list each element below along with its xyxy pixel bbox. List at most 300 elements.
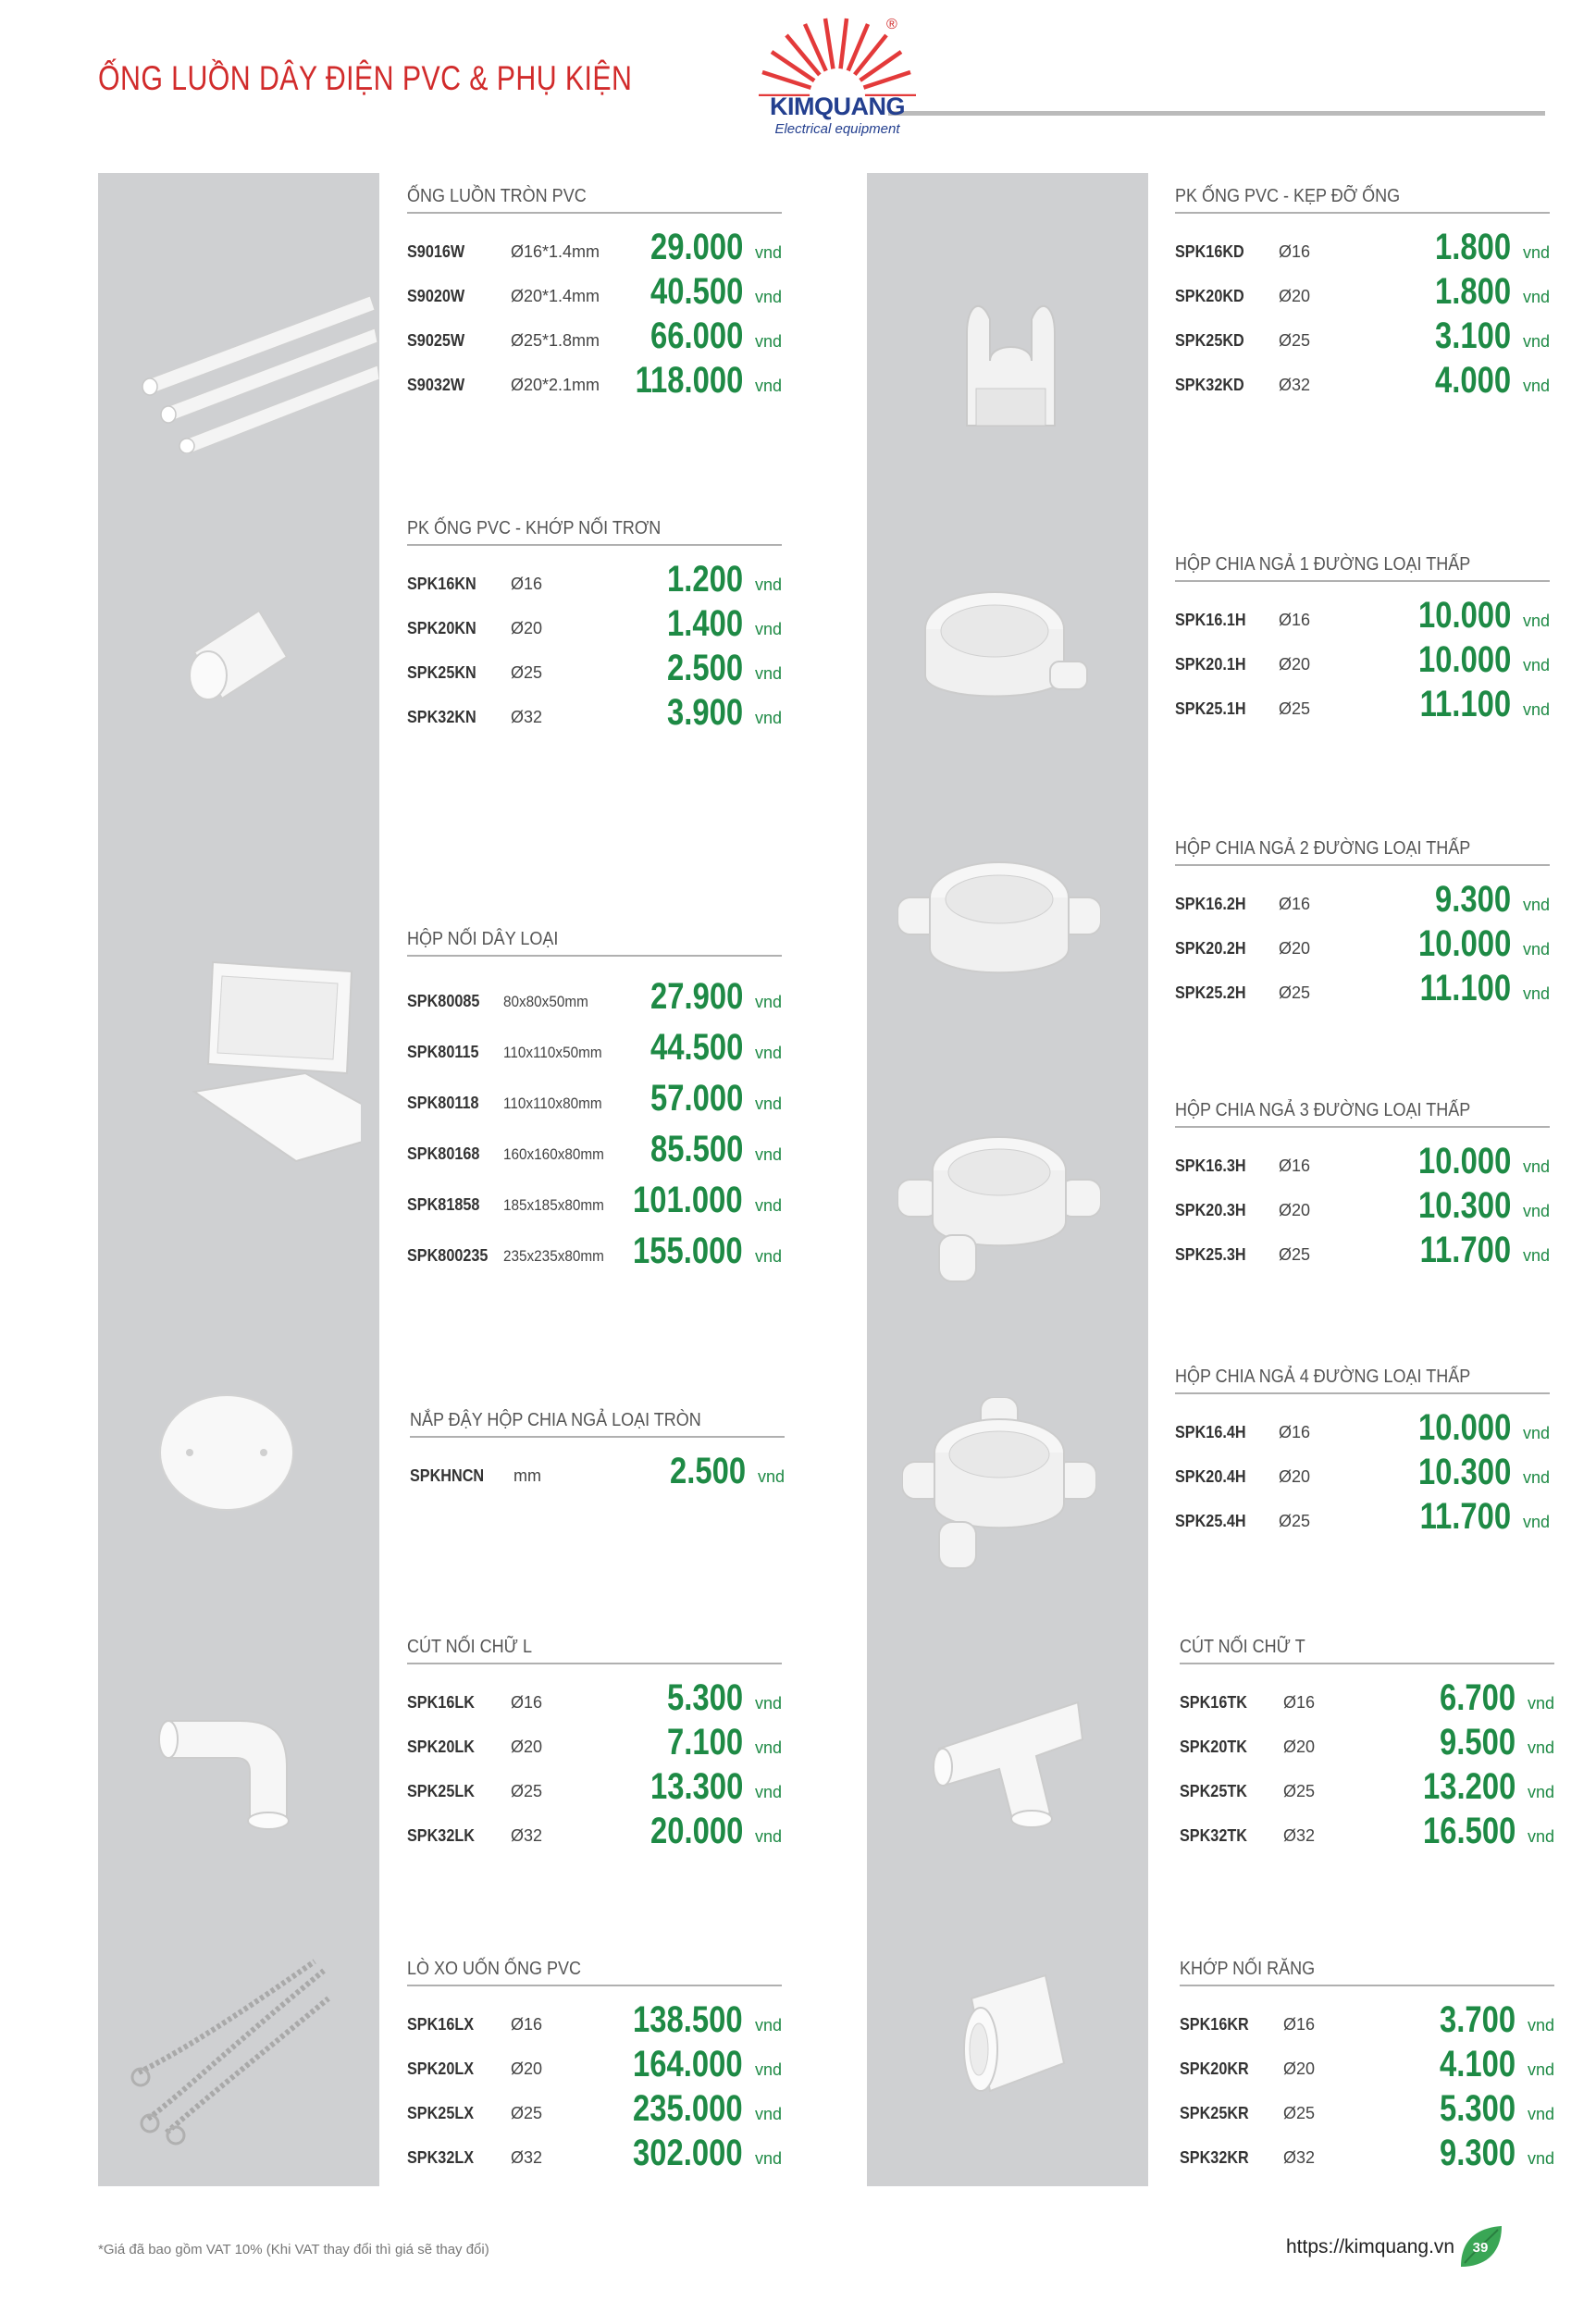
product-code: SPK20.2H <box>1175 939 1246 958</box>
product-code: SPK20.4H <box>1175 1467 1246 1486</box>
price-row <box>1180 1676 1554 1720</box>
product-spec: Ø32 <box>511 2148 543 2167</box>
price-list <box>410 1449 785 1493</box>
product-spec: Ø25 <box>1279 699 1311 718</box>
product-code: SPK20KR <box>1180 2059 1249 2078</box>
product-code: SPK32TK <box>1180 1826 1247 1845</box>
product-spec: Ø16 <box>1283 2015 1316 2034</box>
product-price: 5.300 <box>666 1677 743 1718</box>
price-row <box>407 968 782 1019</box>
price-list <box>1175 225 1550 402</box>
product-code: SPK25KR <box>1180 2104 1249 2122</box>
registered-mark: ® <box>886 17 897 32</box>
price-row <box>1175 637 1550 682</box>
product-spec: Ø20 <box>511 619 543 637</box>
currency-unit: vnd <box>754 1827 782 1846</box>
product-spec: Ø25 <box>1283 2104 1316 2122</box>
brand-name: KIMQUANG <box>770 93 905 120</box>
price-list <box>407 1676 782 1853</box>
product-spec: Ø20*1.4mm <box>511 287 600 305</box>
currency-unit: vnd <box>754 332 782 351</box>
currency-unit: vnd <box>1522 1468 1550 1487</box>
section-title: LÒ XO UỐN ỐNG PVC <box>407 1959 582 1979</box>
junction-box-1-way-image <box>911 574 1096 722</box>
sunburst-logo-icon <box>749 17 925 100</box>
coupling-image <box>176 601 296 703</box>
price-row <box>1175 1494 1550 1539</box>
product-price: 44.500 <box>650 1027 743 1068</box>
product-code: SPK20LK <box>407 1738 475 1756</box>
product-code: SPK25LX <box>407 2104 475 2122</box>
product-code: S9032W <box>407 376 465 394</box>
product-code: SPK16.3H <box>1175 1156 1246 1175</box>
section-title: CÚT NỐI CHỮ T <box>1180 1637 1305 1657</box>
elbow-l-image <box>157 1702 324 1832</box>
product-code: SPK16.2H <box>1175 895 1246 913</box>
product-price: 10.000 <box>1417 1407 1511 1448</box>
product-code: SPK20TK <box>1180 1738 1247 1756</box>
price-row <box>1175 269 1550 314</box>
product-spec: Ø16 <box>1279 1156 1311 1175</box>
product-code: SPK25TK <box>1180 1782 1247 1800</box>
product-code: SPK32KN <box>407 708 476 726</box>
section-hop-chia-2 <box>1175 835 1550 1010</box>
product-price: 66.000 <box>650 315 743 356</box>
product-spec: Ø25 <box>1279 983 1311 1002</box>
product-price: 101.000 <box>633 1180 743 1220</box>
price-row <box>1175 314 1550 358</box>
section-lo-xo <box>407 1955 782 2175</box>
product-code: SPK25KN <box>407 663 476 682</box>
product-price: 2.500 <box>666 648 743 688</box>
product-spec: Ø16 <box>1279 611 1311 629</box>
currency-unit: vnd <box>754 1694 782 1713</box>
currency-unit: vnd <box>1522 940 1550 959</box>
price-row <box>1180 1809 1554 1853</box>
product-code: SPK32KR <box>1180 2148 1249 2167</box>
price-row <box>407 1676 782 1720</box>
product-price: 6.700 <box>1439 1677 1516 1718</box>
product-code: SPK16KR <box>1180 2015 1249 2034</box>
product-price: 16.500 <box>1422 1811 1516 1851</box>
product-code: SPK32LX <box>407 2148 475 2167</box>
product-price: 85.500 <box>650 1129 743 1169</box>
price-row <box>1175 1228 1550 1272</box>
currency-unit: vnd <box>757 1467 785 1486</box>
product-spec: Ø25*1.8mm <box>511 331 600 350</box>
section-hop-chia-1 <box>1175 550 1550 726</box>
section-rule <box>1175 1392 1550 1394</box>
price-row <box>1175 1183 1550 1228</box>
price-row <box>407 1998 782 2042</box>
currency-unit: vnd <box>1522 377 1550 395</box>
currency-unit: vnd <box>1522 896 1550 914</box>
product-spec: Ø20 <box>1279 939 1311 958</box>
currency-unit: vnd <box>1527 1783 1554 1801</box>
product-code: SPK25KD <box>1175 331 1244 350</box>
price-row <box>407 1809 782 1853</box>
vat-footnote: *Giá đã bao gồm VAT 10% (Khi VAT thay đổi thì giá sẽ thay đổi) <box>98 2242 489 2257</box>
currency-unit: vnd <box>754 1044 782 1062</box>
product-code: SPK25.3H <box>1175 1245 1246 1264</box>
product-spec: Ø20 <box>1279 287 1311 305</box>
price-row <box>407 1222 782 1273</box>
product-price: 302.000 <box>633 2133 743 2173</box>
brand-tagline: Electrical equipment <box>774 121 900 137</box>
currency-unit: vnd <box>754 377 782 395</box>
section-title: PK ỐNG PVC - KHỚP NỐI TRƠN <box>407 518 662 538</box>
junction-box-4-way-image <box>902 1397 1096 1573</box>
price-row <box>407 2042 782 2086</box>
product-spec: mm <box>513 1466 541 1485</box>
product-code: SPK25.2H <box>1175 983 1246 1002</box>
product-spec: Ø16 <box>1279 1423 1311 1441</box>
section-title: NẮP ĐẬY HỘP CHIA NGẢ LOẠI TRÒN <box>410 1410 701 1430</box>
product-spec: Ø20*2.1mm <box>511 376 600 394</box>
price-row <box>407 1019 782 1070</box>
section-rule <box>1175 580 1550 582</box>
tee-t-image <box>930 1693 1087 1832</box>
section-hop-chia-4 <box>1175 1363 1550 1539</box>
price-row <box>407 1720 782 1764</box>
product-price: 1.400 <box>666 603 743 644</box>
price-row <box>407 690 782 735</box>
section-rule <box>1180 1663 1554 1664</box>
price-row <box>1180 2086 1554 2131</box>
price-list <box>1175 1139 1550 1272</box>
section-rule <box>1175 212 1550 214</box>
product-spec: Ø32 <box>511 1826 543 1845</box>
price-row <box>1175 966 1550 1010</box>
price-row <box>407 314 782 358</box>
product-spec: Ø20 <box>1283 1738 1316 1756</box>
product-code: SPKHNCN <box>410 1466 485 1485</box>
product-spec: Ø20 <box>511 1738 543 1756</box>
currency-unit: vnd <box>1522 288 1550 306</box>
product-code: SPK80085 <box>407 992 480 1010</box>
price-row <box>407 358 782 402</box>
section-title: HỘP CHIA NGẢ 4 ĐƯỜNG LOẠI THẤP <box>1175 1367 1471 1387</box>
round-cover-image <box>153 1388 301 1517</box>
product-spec: Ø20 <box>1279 1467 1311 1486</box>
currency-unit: vnd <box>754 1738 782 1757</box>
product-price: 3.100 <box>1434 315 1511 356</box>
price-row <box>1175 1450 1550 1494</box>
price-row <box>407 225 782 269</box>
wiring-box-image <box>185 953 361 1203</box>
product-code: S9016W <box>407 242 465 261</box>
currency-unit: vnd <box>1522 1513 1550 1531</box>
section-khop-noi-rang <box>1180 1955 1554 2175</box>
section-title: HỘP NỐI DÂY LOẠI <box>407 929 559 949</box>
product-spec: Ø25 <box>511 1782 543 1800</box>
product-price: 118.000 <box>635 360 743 401</box>
product-code: SPK80118 <box>407 1094 479 1112</box>
currency-unit: vnd <box>754 1145 782 1164</box>
product-spec: 235x235x80mm <box>503 1247 604 1265</box>
price-row <box>1175 682 1550 726</box>
product-spec: Ø16 <box>511 575 543 593</box>
product-spec: Ø16 <box>1279 895 1311 913</box>
pipe-clip-image <box>939 296 1078 435</box>
product-price: 11.700 <box>1419 1496 1511 1537</box>
currency-unit: vnd <box>1522 700 1550 719</box>
product-price: 155.000 <box>633 1231 743 1271</box>
product-price: 27.900 <box>650 976 743 1017</box>
currency-unit: vnd <box>754 2149 782 2168</box>
product-price: 10.300 <box>1417 1185 1511 1226</box>
section-rule <box>410 1436 785 1438</box>
product-price: 2.500 <box>669 1451 746 1491</box>
product-price: 164.000 <box>633 2044 743 2084</box>
price-row <box>407 269 782 314</box>
product-price: 138.500 <box>633 1999 743 2040</box>
section-rule <box>407 212 782 214</box>
product-spec: Ø32 <box>511 708 543 726</box>
product-spec: 110x110x50mm <box>503 1044 602 1061</box>
product-price: 7.100 <box>666 1722 743 1763</box>
price-row <box>407 601 782 646</box>
product-spec: Ø16 <box>1283 1693 1316 1712</box>
currency-unit: vnd <box>754 2060 782 2079</box>
currency-unit: vnd <box>1527 2016 1554 2035</box>
price-row <box>407 2131 782 2175</box>
price-row <box>1180 2042 1554 2086</box>
price-row <box>407 2086 782 2131</box>
product-price: 13.200 <box>1422 1766 1516 1807</box>
product-price: 11.100 <box>1419 968 1511 1008</box>
section-title: CÚT NỐI CHỮ L <box>407 1637 533 1657</box>
price-row <box>1175 358 1550 402</box>
product-price: 10.000 <box>1417 1141 1511 1181</box>
product-code: SPK16.1H <box>1175 611 1246 629</box>
price-row <box>407 557 782 601</box>
price-row <box>1175 1139 1550 1183</box>
price-list <box>407 557 782 735</box>
price-row <box>410 1449 785 1493</box>
product-code: SPK20LX <box>407 2059 475 2078</box>
product-price: 11.700 <box>1419 1230 1511 1270</box>
header-rule <box>888 111 1545 116</box>
product-price: 9.500 <box>1439 1722 1516 1763</box>
price-list <box>407 968 782 1273</box>
product-price: 29.000 <box>650 227 743 267</box>
price-list <box>1175 877 1550 1010</box>
section-rule <box>407 544 782 546</box>
currency-unit: vnd <box>754 2105 782 2123</box>
section-rule <box>407 1985 782 1986</box>
section-kep-do-ong <box>1175 182 1550 402</box>
product-spec: Ø20 <box>1283 2059 1316 2078</box>
website-link[interactable]: https://kimquang.vn <box>1286 2236 1455 2257</box>
currency-unit: vnd <box>1527 2105 1554 2123</box>
section-khop-noi-tron <box>407 514 782 735</box>
product-spec: 110x110x80mm <box>503 1095 602 1112</box>
price-row <box>407 1764 782 1809</box>
product-code: SPK32KD <box>1175 376 1244 394</box>
product-code: SPK16KD <box>1175 242 1244 261</box>
product-spec: Ø20 <box>1279 655 1311 674</box>
product-code: SPK16.4H <box>1175 1423 1246 1441</box>
product-code: S9020W <box>407 287 465 305</box>
product-spec: Ø25 <box>1279 331 1311 350</box>
product-spec: Ø25 <box>1279 1512 1311 1530</box>
junction-box-3-way-image <box>897 1124 1101 1291</box>
price-row <box>1175 877 1550 921</box>
currency-unit: vnd <box>754 664 782 683</box>
product-price: 9.300 <box>1434 879 1511 920</box>
currency-unit: vnd <box>754 1783 782 1801</box>
currency-unit: vnd <box>1522 656 1550 674</box>
currency-unit: vnd <box>754 709 782 727</box>
product-spec: Ø20 <box>1279 1201 1311 1219</box>
price-row <box>1175 593 1550 637</box>
product-price: 13.300 <box>650 1766 743 1807</box>
product-code: SPK80168 <box>407 1144 480 1163</box>
price-list <box>1180 1998 1554 2175</box>
product-code: SPK32LK <box>407 1826 475 1845</box>
product-spec: Ø16 <box>511 2015 543 2034</box>
currency-unit: vnd <box>1527 2149 1554 2168</box>
product-code: SPK81858 <box>407 1195 480 1214</box>
page-number: 39 <box>1472 2240 1489 2256</box>
currency-unit: vnd <box>1522 332 1550 351</box>
section-rule <box>1175 864 1550 866</box>
product-price: 235.000 <box>633 2088 743 2129</box>
currency-unit: vnd <box>754 620 782 638</box>
product-price: 57.000 <box>650 1078 743 1119</box>
product-price: 11.100 <box>1419 684 1511 724</box>
product-price: 10.000 <box>1417 639 1511 680</box>
product-code: SPK25.1H <box>1175 699 1246 718</box>
product-code: SPK25LK <box>407 1782 475 1800</box>
section-rule <box>1180 1985 1554 1986</box>
product-code: SPK80115 <box>407 1043 479 1061</box>
product-spec: Ø25 <box>511 2104 543 2122</box>
price-list <box>1180 1676 1554 1853</box>
product-spec: Ø25 <box>1283 1782 1316 1800</box>
threaded-coupling-image <box>944 1961 1083 2119</box>
product-code: SPK16LK <box>407 1693 475 1712</box>
brand-logo <box>749 17 925 137</box>
currency-unit: vnd <box>754 575 782 594</box>
junction-box-2-way-image <box>897 856 1101 1004</box>
bending-spring-image <box>130 1952 333 2146</box>
product-code: S9025W <box>407 331 465 350</box>
product-code: SPK20KD <box>1175 287 1244 305</box>
currency-unit: vnd <box>1522 1202 1550 1220</box>
currency-unit: vnd <box>1527 1694 1554 1713</box>
product-spec: Ø32 <box>1283 1826 1316 1845</box>
section-title: HỘP CHIA NGẢ 2 ĐƯỜNG LOẠI THẤP <box>1175 838 1471 859</box>
currency-unit: vnd <box>1522 1157 1550 1176</box>
section-title: ỐNG LUỒN TRÒN PVC <box>407 186 587 206</box>
product-price: 4.000 <box>1434 360 1511 401</box>
currency-unit: vnd <box>1522 243 1550 262</box>
section-title: HỘP CHIA NGẢ 1 ĐƯỜNG LOẠI THẤP <box>1175 554 1471 575</box>
section-title: PK ỐNG PVC - KẸP ĐỠ ỐNG <box>1175 186 1401 206</box>
price-row <box>1180 1764 1554 1809</box>
product-spec: Ø32 <box>1283 2148 1316 2167</box>
section-hop-chia-3 <box>1175 1096 1550 1272</box>
page-title: ỐNG LUỒN DÂY ĐIỆN PVC & PHỤ KIỆN <box>98 59 633 97</box>
price-list <box>1175 1405 1550 1539</box>
price-row <box>407 1171 782 1222</box>
price-row <box>407 1070 782 1120</box>
product-price: 40.500 <box>650 271 743 312</box>
price-list <box>407 1998 782 2175</box>
currency-unit: vnd <box>754 1095 782 1113</box>
price-list <box>407 225 782 402</box>
product-spec: Ø16 <box>1279 242 1311 261</box>
currency-unit: vnd <box>1527 1738 1554 1757</box>
currency-unit: vnd <box>754 288 782 306</box>
currency-unit: vnd <box>754 1247 782 1266</box>
product-price: 10.300 <box>1417 1452 1511 1492</box>
product-spec: Ø25 <box>511 663 543 682</box>
price-row <box>1180 1720 1554 1764</box>
product-code: SPK20.3H <box>1175 1201 1246 1219</box>
product-price: 9.300 <box>1439 2133 1516 2173</box>
product-price: 1.200 <box>666 559 743 600</box>
product-code: SPK16KN <box>407 575 476 593</box>
price-row <box>1175 225 1550 269</box>
product-spec: Ø20 <box>511 2059 543 2078</box>
product-spec: Ø16*1.4mm <box>511 242 600 261</box>
currency-unit: vnd <box>754 2016 782 2035</box>
product-price: 20.000 <box>650 1811 743 1851</box>
currency-unit: vnd <box>754 243 782 262</box>
product-spec: Ø32 <box>1279 376 1311 394</box>
product-code: SPK16TK <box>1180 1693 1247 1712</box>
product-code: SPK25.4H <box>1175 1512 1246 1530</box>
product-price: 10.000 <box>1417 923 1511 964</box>
section-rule <box>1175 1126 1550 1128</box>
product-price: 3.700 <box>1439 1999 1516 2040</box>
product-code: SPK20KN <box>407 619 476 637</box>
product-price: 1.800 <box>1434 227 1511 267</box>
currency-unit: vnd <box>754 993 782 1011</box>
section-title: KHỚP NỐI RĂNG <box>1180 1959 1316 1979</box>
product-price: 3.900 <box>666 692 743 733</box>
product-price: 1.800 <box>1434 271 1511 312</box>
product-spec: Ø25 <box>1279 1245 1311 1264</box>
currency-unit: vnd <box>1522 612 1550 630</box>
pvc-pipe-image <box>130 268 379 453</box>
product-spec: Ø16 <box>511 1693 543 1712</box>
product-code: SPK16LX <box>407 2015 475 2034</box>
product-price: 10.000 <box>1417 595 1511 636</box>
section-cut-noi-t <box>1180 1633 1554 1853</box>
currency-unit: vnd <box>1527 1827 1554 1846</box>
product-code: SPK20.1H <box>1175 655 1246 674</box>
price-row <box>1180 2131 1554 2175</box>
section-rule <box>407 1663 782 1664</box>
price-row <box>407 1120 782 1171</box>
currency-unit: vnd <box>1522 1246 1550 1265</box>
product-price: 4.100 <box>1439 2044 1516 2084</box>
section-ong-luon-tron <box>407 182 782 402</box>
product-spec: 80x80x50mm <box>503 993 588 1010</box>
currency-unit: vnd <box>1522 984 1550 1003</box>
section-title: HỘP CHIA NGẢ 3 ĐƯỜNG LOẠI THẤP <box>1175 1100 1471 1120</box>
currency-unit: vnd <box>1522 1424 1550 1442</box>
product-spec: 185x185x80mm <box>503 1196 604 1214</box>
currency-unit: vnd <box>754 1196 782 1215</box>
product-spec: 160x160x80mm <box>503 1145 604 1163</box>
section-cut-noi-l <box>407 1633 782 1853</box>
price-list <box>1175 593 1550 726</box>
